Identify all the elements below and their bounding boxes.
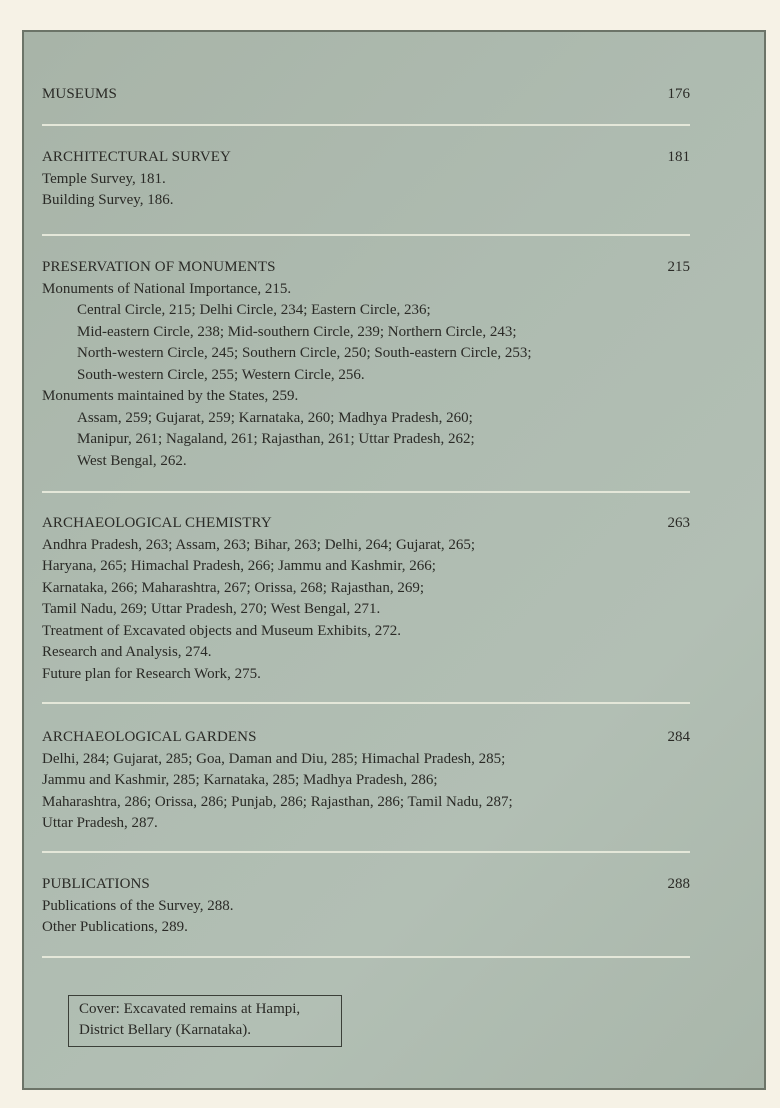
entry-line: Building Survey, 186. bbox=[42, 192, 174, 208]
entry-line: Monuments of National Importance, 215. bbox=[42, 280, 292, 297]
section-preservation-of-monuments bbox=[42, 257, 690, 472]
entry-line: Research and Analysis, 274. bbox=[42, 644, 212, 660]
divider-rule bbox=[42, 491, 690, 493]
entry-line: Assam, 259; Gujarat, 259; Karnataka, 260; Madhya Pradesh, 260; bbox=[77, 409, 473, 426]
section-museums bbox=[42, 84, 690, 106]
section-heading: PRESERVATION OF MONUMENTS bbox=[42, 259, 276, 275]
entry-line: Other Publications, 289. bbox=[42, 919, 188, 935]
entry-line: Maharashtra, 286; Orissa, 286; Punjab, 286; Rajasthan, 286; Tamil Nadu, 287; bbox=[42, 793, 513, 810]
entry-line: Jammu and Kashmir, 285; Karnataka, 285; Madhya Pradesh, 286; bbox=[42, 772, 438, 788]
entry-line: Manipur, 261; Nagaland, 261; Rajasthan, 261; Uttar Pradesh, 262; bbox=[77, 431, 475, 447]
section-heading: PUBLICATIONS bbox=[42, 876, 150, 892]
entry-line: Publications of the Survey, 288. bbox=[42, 897, 234, 914]
entry-line: North-western Circle, 245; Southern Circle, 250; South-eastern Circle, 253; bbox=[77, 345, 532, 361]
entry-line: Karnataka, 266; Maharashtra, 267; Orissa, 268; Rajasthan, 269; bbox=[42, 579, 424, 596]
cover-caption-line-1: Cover: Excavated remains at Hampi, bbox=[79, 1001, 301, 1017]
entry-line: Delhi, 284; Gujarat, 285; Goa, Daman and Diu, 285; Himachal Pradesh, 285; bbox=[42, 750, 506, 767]
section-heading: ARCHITECTURAL SURVEY bbox=[42, 149, 231, 165]
section-heading: MUSEUMS bbox=[42, 86, 117, 102]
section-heading-row bbox=[42, 84, 690, 106]
entry-line: Treatment of Excavated objects and Museum Exhibits, 272. bbox=[42, 622, 401, 639]
divider-rule bbox=[42, 956, 690, 958]
cover-caption-line-2: District Bellary (Karnataka). bbox=[79, 1022, 252, 1038]
section-heading-row bbox=[42, 257, 690, 279]
section-page-number: 284 bbox=[667, 729, 690, 745]
entry-line: Monuments maintained by the States, 259. bbox=[42, 388, 299, 404]
section-page-number: 176 bbox=[667, 86, 690, 102]
entry-line: Haryana, 265; Himachal Pradesh, 266; Jammu and Kashmir, 266; bbox=[42, 558, 436, 574]
section-page-number: 215 bbox=[667, 259, 690, 275]
section-publications bbox=[42, 874, 690, 939]
section-heading-row bbox=[42, 727, 690, 749]
entry-line: South-western Circle, 255; Western Circle, 256. bbox=[77, 366, 365, 383]
section-heading: ARCHAEOLOGICAL CHEMISTRY bbox=[42, 515, 272, 531]
section-page-number: 181 bbox=[667, 149, 690, 165]
section-archaeological-chemistry bbox=[42, 513, 690, 685]
entry-line: Mid-eastern Circle, 238; Mid-southern Circle, 239; Northern Circle, 243; bbox=[77, 323, 517, 340]
section-heading-row bbox=[42, 513, 690, 535]
entry-line: Central Circle, 215; Delhi Circle, 234; Eastern Circle, 236; bbox=[77, 302, 431, 318]
section-heading-row bbox=[42, 874, 690, 896]
entry-line: West Bengal, 262. bbox=[77, 452, 187, 469]
cover-caption-box bbox=[68, 995, 342, 1047]
section-heading: ARCHAEOLOGICAL GARDENS bbox=[42, 729, 257, 745]
divider-rule bbox=[42, 702, 690, 704]
section-architectural-survey bbox=[42, 147, 690, 212]
section-page-number: 288 bbox=[667, 876, 690, 892]
section-archaeological-gardens bbox=[42, 727, 690, 835]
entry-line: Uttar Pradesh, 287. bbox=[42, 815, 158, 831]
section-heading-row bbox=[42, 147, 690, 169]
divider-rule bbox=[42, 234, 690, 236]
entry-line: Tamil Nadu, 269; Uttar Pradesh, 270; West Bengal, 271. bbox=[42, 601, 381, 617]
entry-line: Andhra Pradesh, 263; Assam, 263; Bihar, 263; Delhi, 264; Gujarat, 265; bbox=[42, 536, 476, 553]
divider-rule bbox=[42, 124, 690, 126]
entry-line: Temple Survey, 181. bbox=[42, 170, 166, 187]
divider-rule bbox=[42, 851, 690, 853]
entry-line: Future plan for Research Work, 275. bbox=[42, 665, 261, 682]
section-page-number: 263 bbox=[667, 515, 690, 531]
